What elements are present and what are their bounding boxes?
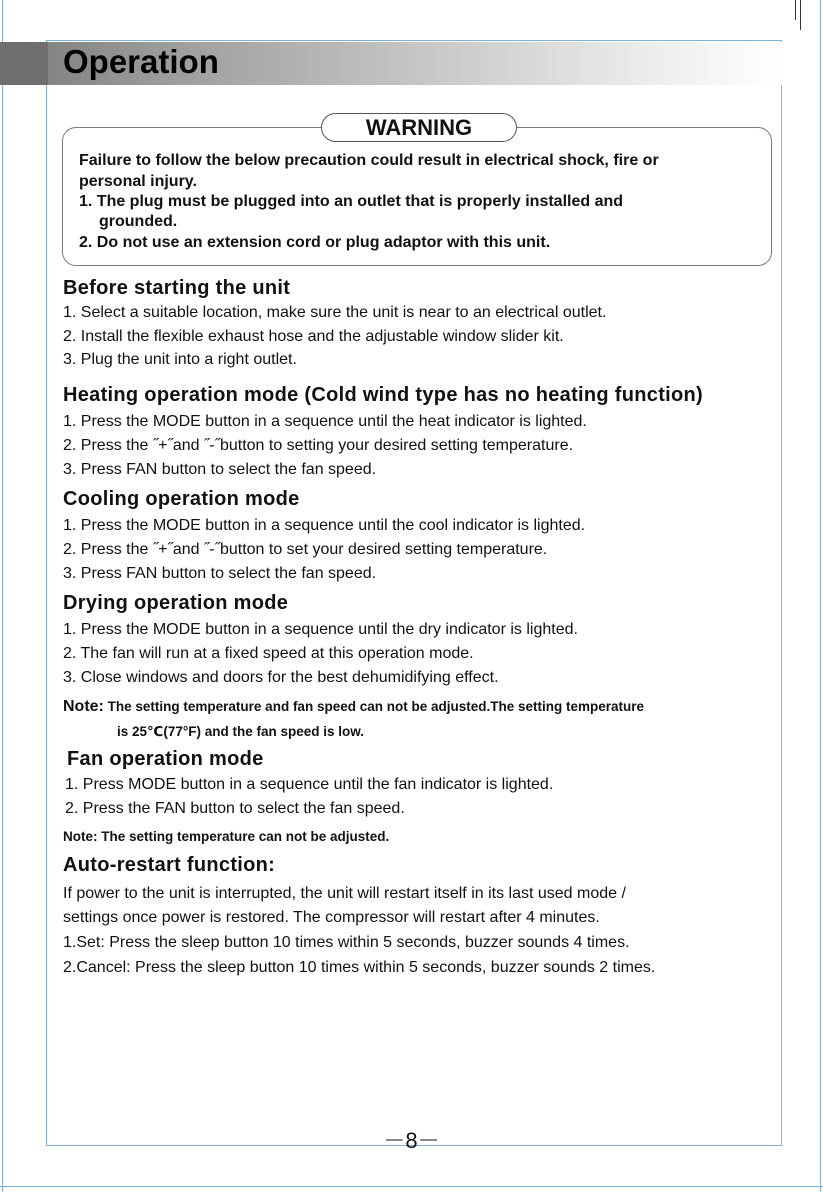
- list-item: 2.Cancel: Press the sleep button 10 times within 5 seconds, buzzer sounds 2 times.: [63, 959, 656, 976]
- list-item: 3. Plug the unit into a right outlet.: [63, 351, 297, 368]
- page-title: Operation: [63, 43, 219, 80]
- list-item: 1. Press the MODE button in a sequence until the heat indicator is lighted.: [63, 413, 587, 430]
- section-heading-autorestart: Auto-restart function:: [63, 854, 276, 876]
- section-heading-before: Before starting the unit: [63, 277, 291, 299]
- page-edge-bottom: [0, 1186, 823, 1187]
- crop-mark: [800, 0, 801, 30]
- warning-line: 2. Do not use an extension cord or plug adaptor with this unit.: [79, 234, 551, 251]
- list-item: 3. Press FAN button to select the fan speed.: [63, 565, 377, 582]
- drying-note-continued: is 25℃(77°F) and the fan speed is low.: [117, 724, 365, 739]
- note-text: The setting temperature and fan speed can not be adjusted.The setting temperature: [107, 699, 645, 714]
- section-heading-fan: Fan operation mode: [67, 748, 264, 770]
- warning-line: personal injury.: [79, 173, 197, 190]
- crop-mark: [795, 0, 796, 20]
- drying-note: [63, 698, 644, 716]
- list-item: 1.Set: Press the sleep button 10 times within 5 seconds, buzzer sounds 4 times.: [63, 934, 630, 951]
- list-item: If power to the unit is interrupted, the unit will restart itself in its last used mode /: [63, 885, 626, 902]
- page-edge-right: [820, 0, 821, 1192]
- list-item: 2. Press the ˝+˝and ˝-˝button to set your desired setting temperature.: [63, 541, 548, 558]
- list-item: 1. Press the MODE button in a sequence until the dry indicator is lighted.: [63, 621, 578, 638]
- list-item: 2. Install the flexible exhaust hose and the adjustable window slider kit.: [63, 328, 564, 345]
- fan-note: Note: The setting temperature can not be adjusted.: [63, 829, 390, 844]
- list-item: 2. Press the FAN button to select the fan speed.: [65, 800, 405, 817]
- list-item: 1. Press the MODE button in a sequence until the cool indicator is lighted.: [63, 517, 586, 534]
- list-item: 2. The fan will run at a fixed speed at this operation mode.: [63, 645, 474, 662]
- warning-line: Failure to follow the below precaution could result in electrical shock, fire or: [79, 152, 659, 169]
- list-item: settings once power is restored. The compressor will restart after 4 minutes.: [63, 909, 600, 926]
- list-item: 1. Select a suitable location, make sure the unit is near to an electrical outlet.: [63, 304, 607, 321]
- page-edge-left: [2, 0, 3, 1192]
- section-heading-heating: Heating operation mode (Cold wind type has no heating function): [63, 384, 704, 406]
- warning-title: WARNING: [321, 113, 517, 142]
- list-item: 3. Press FAN button to select the fan speed.: [63, 461, 377, 478]
- page-number: －8－: [383, 1128, 440, 1153]
- list-item: 3. Close windows and doors for the best dehumidifying effect.: [63, 669, 499, 686]
- section-heading-cooling: Cooling operation mode: [63, 488, 300, 510]
- section-heading-drying: Drying operation mode: [63, 592, 289, 614]
- list-item: 1. Press MODE button in a sequence until the fan indicator is lighted.: [65, 776, 554, 793]
- warning-line: 1. The plug must be plugged into an outlet that is properly installed and: [79, 193, 624, 210]
- note-label: Note:: [63, 698, 104, 715]
- warning-line: grounded.: [99, 213, 178, 230]
- header-tab: [0, 42, 48, 85]
- list-item: 2. Press the ˝+˝and ˝-˝button to setting your desired setting temperature.: [63, 437, 574, 454]
